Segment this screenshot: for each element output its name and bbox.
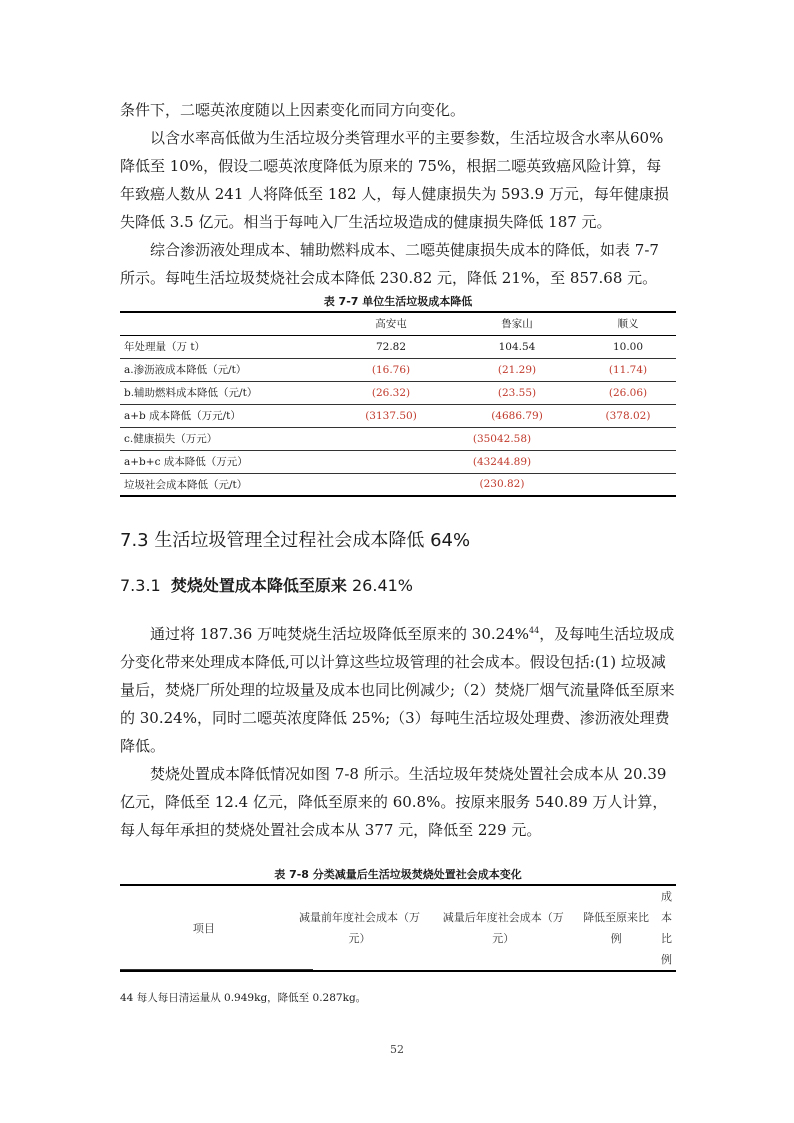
header-cell: 鲁家山 [454,312,580,335]
merged-cell: (43244.89) [328,450,676,473]
table-7-7-caption: 表 7-7 单位生活垃圾成本降低 [323,295,473,308]
paragraph-4-text-cont: ，及每吨生活垃圾成分变化带来处理成本降低,可以计算这些垃圾管理的社会成本。假设包括:(1) 垃圾减量后，焚烧厂所处理的垃圾量及成本也同比例减少;（2）焚烧厂烟气流量降低至原来的 30.24%，同时二噁英浓度降低 25%;（3）每吨生活垃圾处理费、渗沥液处理费降低。 [120,625,675,755]
header-cell: 降低至原来比 例 [583,911,650,945]
paragraph-4 [120,620,676,760]
cell: (4686.79) [454,404,580,427]
cell: 104.54 [454,335,580,358]
subsection-title: 焚烧处置成本降低至原来 [170,576,347,595]
table-row [120,381,676,404]
table-row [120,473,676,496]
paragraph-3: 综合渗沥液处理成本、辅助燃料成本、二噁英健康损失成本的降低，如表 7-7 所示。每吨生活垃圾焚烧社会成本降低 230.82 元，降低 21%，至 857.68 元。 [120,241,659,287]
table-row [120,358,676,381]
paragraph-4-text: 通过将 187.36 万吨焚烧生活垃圾降低至原来的 30.24% [150,625,529,643]
header-cell: 成本比 例 [661,890,672,966]
row-label: a+b+c 成本降低（万元） [120,450,328,473]
header-cell: 减量前年度社会成本（万 元） [299,911,421,945]
header-cell: 顺义 [580,312,676,335]
footnote-divider [120,969,313,970]
header-cell [120,312,328,335]
cell: (378.02) [580,404,676,427]
cell: 72.82 [328,335,454,358]
footnote-44: 44 每人每日清运量从 0.949kg，降低至 0.287kg。 [120,992,367,1004]
table-7-7 [120,311,676,497]
cell: (26.32) [328,381,454,404]
cell: (3137.50) [328,404,454,427]
table-7-8-caption: 表 7-8 分类减量后生活垃圾焚烧处置社会成本变化 [274,868,522,881]
merged-cell: (230.82) [479,478,525,491]
cell: 10.00 [580,335,676,358]
footnote-ref-44[interactable]: 44 [529,626,540,635]
row-label: a+b 成本降低（万元/t） [120,404,328,427]
row-label: c.健康损失（万元） [120,427,328,450]
paragraph-5: 焚烧处置成本降低情况如图 7-8 所示。生活垃圾年焚烧处置社会成本从 20.39 亿元，降低至 12.4 亿元，降低至原来的 60.8%。按原来服务 540.89 万人计算，每人每年承担的焚烧处置社会成本从 377 元，降低至 229 元。 [120,765,668,839]
table-row [120,450,676,473]
row-label: a.渗沥液成本降低（元/t） [120,358,328,381]
table-row [120,427,676,450]
header-cell: 减量后年度社会成本（万 元） [442,911,564,945]
cell: (26.06) [580,381,676,404]
table-7-8 [120,884,676,972]
paragraph-2: 以含水率高低做为生活垃圾分类管理水平的主要参数，生活垃圾含水率从60%降低至 10%，假设二噁英浓度降低为原来的 75%，根据二噁英致癌风险计算，每年致癌人数从 241 人将降低至 182 人，每人健康损失为 593.9 万元，每年健康损失降低 3.5 亿元。相当于每吨入厂生活垃圾造成的健康损失降低 187 元。 [120,129,669,231]
section-heading-7-3: 7.3 生活垃圾管理全过程社会成本降低 64% [120,530,471,551]
cell: (23.55) [454,381,580,404]
subsection-heading-7-3-1 [120,573,413,596]
table-header-row [120,885,676,971]
paragraph-1: 条件下，二噁英浓度随以上因素变化而同方向变化。 [120,101,466,119]
header-cell: 项目 [192,921,215,935]
cell: (21.29) [454,358,580,381]
cell: (11.74) [580,358,676,381]
table-row [120,335,676,358]
merged-cell: (35042.58) [328,427,676,450]
header-cell: 高安屯 [328,312,454,335]
subsection-tail: 26.41% [352,576,414,595]
table-row [120,404,676,427]
subsection-number: 7.3.1 [120,576,161,595]
table-header-row [120,312,676,335]
row-label: 垃圾社会成本降低（元/t） [124,478,248,491]
row-label: 年处理量（万 t） [120,335,328,358]
row-label: b.辅助燃料成本降低（元/t） [120,381,328,404]
cell: (16.76) [328,358,454,381]
page-number: 52 [390,1043,404,1056]
